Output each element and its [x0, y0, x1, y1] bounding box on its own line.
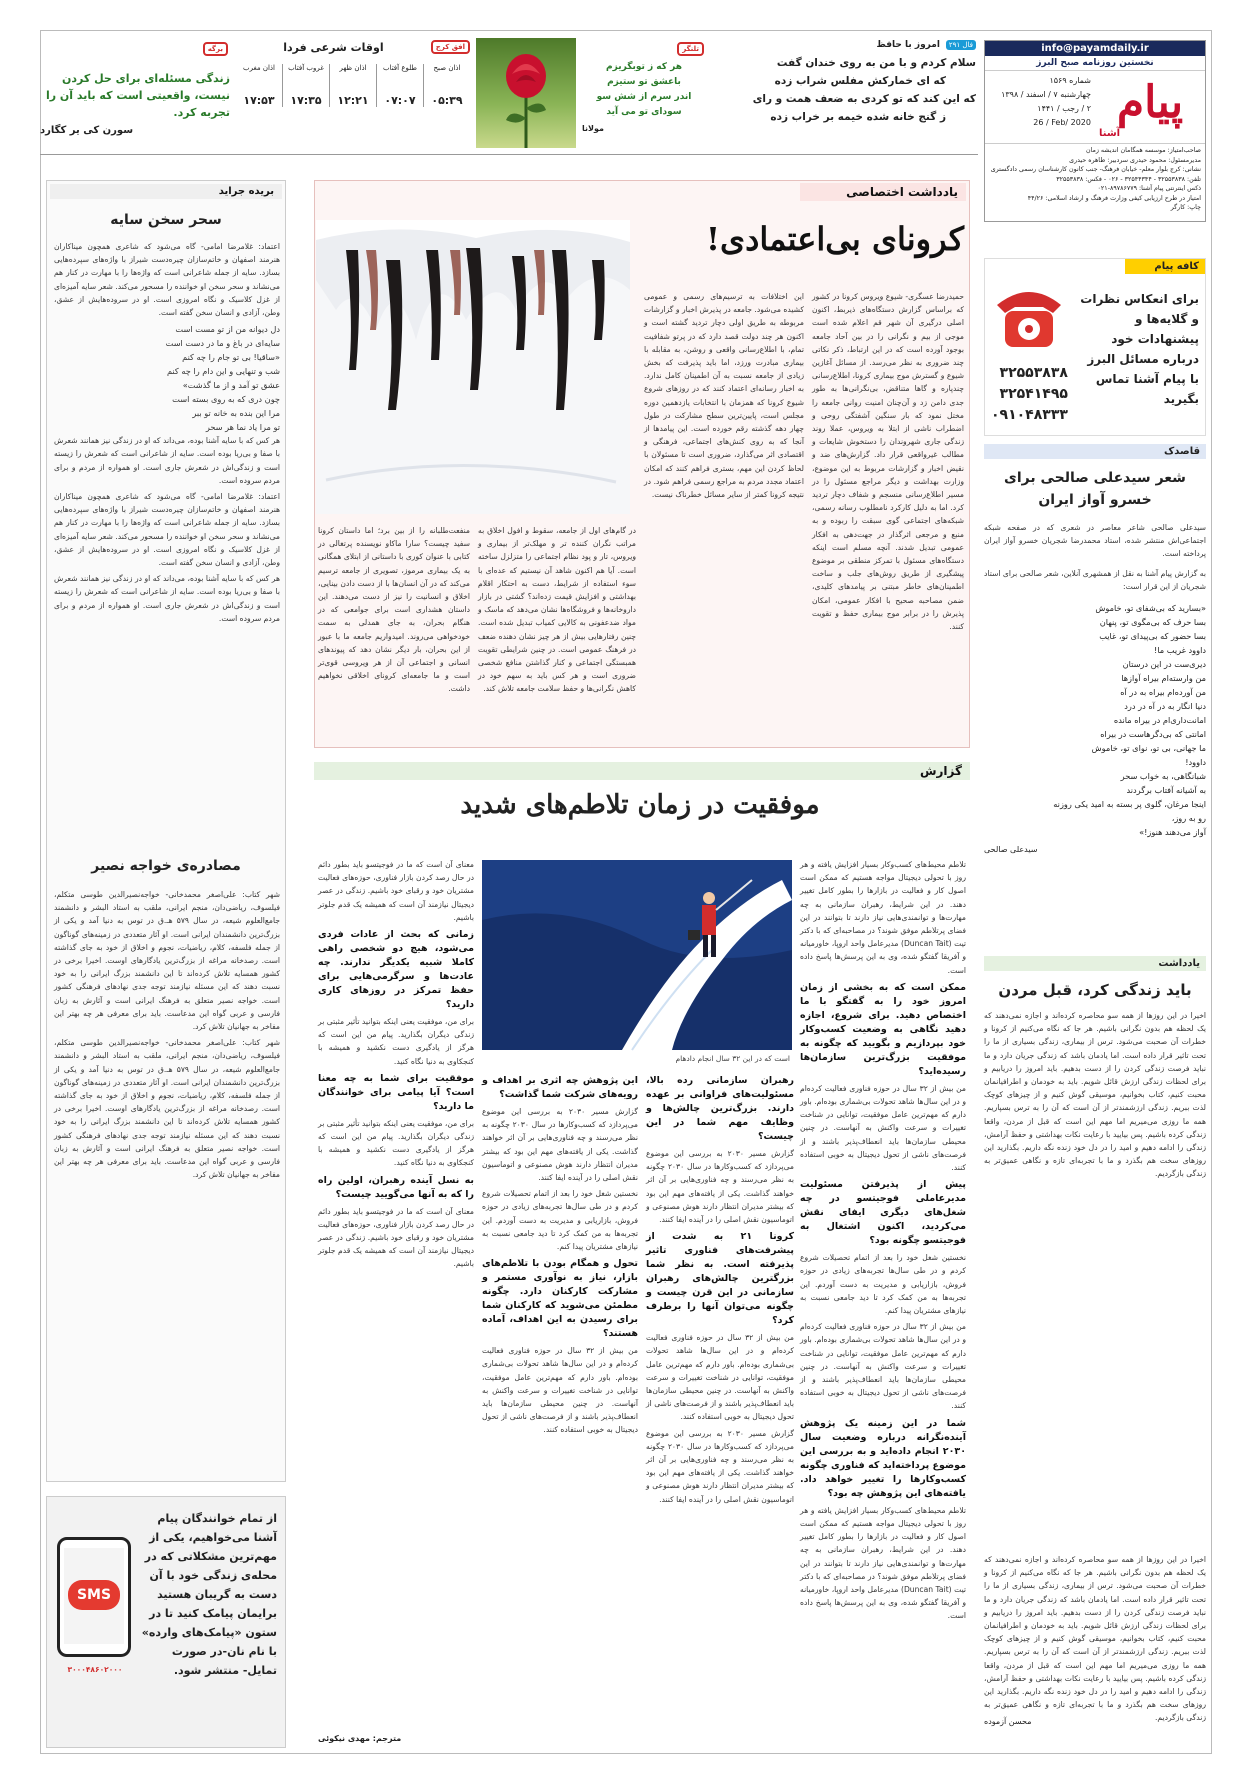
hafez-line: ز گنج خانه شده خیمه بر خراب زده	[770, 111, 946, 123]
ghasedak-title: شعر سیدعلی صالحی برای خسرو آواز ایران	[1004, 470, 1186, 508]
left-body-2: شهر کتاب: علی‌اصغر محمدخانی- خواجه‌نصیرالدین طوسی متکلم، فیلسوف، ریاضی‌دان، منجم ایرانی، ملقب به استاد البشر و دانشمند جامع‌العلوم شیعه، در سال ۵۷۹ هـ.ق در توس به دنیا آمد و یکی از بزرگ‌ترین دانشمندان ایرانی است. او آثار متعددی در زمینه‌های گوناگون از جمله فلسفه، کلام، ریاضیات، نجوم و اخلاق از خود به جای گذاشته است. رصدخانه مراغه از بزرگ‌ترین یادگارهای اوست. اخیرا برخی در کشور همسایه تلاش کرده‌اند تا این دانشمند بزرگ ایرانی را به خود نسبت دهند که این مسئله نیازمند توجه جدی نهادهای فرهنگی کشور است. خواجه نصیر متعلق به فرهنگ ایرانی است و آثارش به زبان فارسی و عربی گواه این مدعاست. باید برای معرفی هر چه بهتر این مفاخر به جهانیان تلاش کرد. شهر کتاب: علی‌اصغر محمدخانی- خواجه‌نصیرالدین طوسی متکلم، فیلسوف، ریاضی‌دان، منجم ایرانی، ملقب به استاد البشر و دانشمند جامع‌العلوم شیعه، در سال ۵۷۹ هـ.ق در توس به دنیا آمد و یکی از بزرگ‌ترین دانشمندان ایرانی است. او آثار متعددی در زمینه‌های گوناگون از جمله فلسفه، کلام، ریاضیات، نجوم و اخلاق از خود به جای گذاشته است. رصدخانه مراغه از بزرگ‌ترین یادگارهای اوست. اخیرا برخی در کشور همسایه تلاش کرده‌اند تا این دانشمند بزرگ ایرانی را به خود نسبت دهند که این مسئله نیازمند توجه جدی نهادهای فرهنگی کشور است. خواجه نصیر متعلق به فرهنگ ایرانی است و آثارش به زبان فارسی و عربی گواه این مدعاست. باید برای معرفی هر چه بهتر این مفاخر به جهانیان تلاش کرد.	[54, 890, 280, 1180]
sms-badge: SMS	[68, 1580, 120, 1610]
report-section-label: گزارش	[314, 762, 970, 780]
sms-ad-text: از تمام خوانندگان پیام آشنا می‌خواهیم، یکی از مهم‌ترین مشکلاتی که در محله‌ی زندگی خود با آن دست به گریبان هستید برایمان پیامک کنید تا در ستون «پیامک‌های وارده» با نام نان-در صورت تمایل- منتشر شود.	[141, 1512, 277, 1677]
issue-number: شماره ۱۵۶۹	[1049, 76, 1091, 85]
main-image	[316, 220, 630, 514]
oghat-title: اوقات شرعی فردا	[283, 40, 384, 54]
molana-box: تلنگر هر که ز توبگریزم باعشق تو ستیزم اندر سرم از شش سو سودای تو می آید مولانا	[582, 40, 706, 150]
cafe-box	[984, 258, 1206, 436]
oghat-value: ۰۵:۳۹	[431, 94, 463, 107]
ghasedak-box: قاصدک شعر سیدعلی صالحی برای خسرو آواز ایران سیدعلی صالحی شاعر معاصر در شعری که در صفحه شبکه اجتماعی‌اش منتشر شده، استاد محمدرضا شجریان خسرو آواز ایران پرداخته است. به گزارش پیام آشنا به نقل از همشهری آنلاین، شعر صالحی برای استاد شجریان از این قرار است: «بسارید که بی‌شفای تو، خاموش بسا حرف که بی‌مگوی تو، پنهان بسا حضور که بی‌پیدای تو، غایب داوود غریب ما! دیری‌ست در این درستان من وارسته‌ام بیراه آوازها من آورده‌ام بیراه به در آه دنیا انگار به در آه در درد امانت‌داری‌ام در بیراه مانده امانتی که بی‌دگرهاست در بیراه ما جهانی، بی تو، نوای تو، خاموش داوود! شبانگاهی، به خواب سحر به آشیانه آفتاب برگردند اینجا مرغان، گلوی پر بسته به امید یکی روزنه رو به روز، آواز می‌دهند هنوز!» سیدعلی صالحی	[984, 446, 1206, 855]
report-col-2: رهبران سازمانی رده بالا، مسئولیت‌های فراوانی بر عهده دارند. بزرگ‌ترین چالش‌ها و وظایف مهم شما در این چیست؟ گزارش مسیر ۲۰۳۰ به بررسی این موضوع می‌پردازد که کسب‌وکارها در سال ۲۰۳۰ چگونه به نظر می‌رسند و چه فناوری‌هایی بر آن اثر خواهند گذاشت. یکی از یافته‌های مهم این بود که بیشتر مدیران انتظار دارند هوش مصنوعی و اتوماسیون نقش اصلی را در آینده ایفا کنند. کرونا ۲۱ به شدت از پیشرفت‌های فناوری تاثیر پذیرفته است. به نظر شما بزرگترین چالش‌های رهبران سازمانی در این قرن چیست و چگونه می‌توان آنها را برطرف کرد؟ من بیش از ۳۲ سال در حوزه فناوری فعالیت کرده‌ام و در این سال‌ها شاهد تحولات بی‌شماری بوده‌ام. باور دارم که مهم‌ترین عامل موفقیت، توانایی در شناخت تغییرات و سرعت واکنش به آنهاست. در چنین محیطی سازمان‌ها باید انعطاف‌پذیر باشند و از فرصت‌های ناشی از تحول دیجیتال به خوبی استفاده کنند. گزارش مسیر ۲۰۳۰ به بررسی این موضوع می‌پردازد که کسب‌وکارها در سال ۲۰۳۰ چگونه به نظر می‌رسند و چه فناوری‌هایی بر آن اثر خواهند گذاشت. یکی از یافته‌های مهم این بود که بیشتر مدیران انتظار دارند هوش مصنوعی و اتوماسیون نقش اصلی را در آینده ایفا کنند.	[646, 1075, 794, 1504]
sms-number[interactable]: ۳۰۰۰۴۸۶۰۲۰۰۰	[67, 1665, 123, 1674]
main-title: کرونای بی‌اعتمادی!	[706, 220, 964, 258]
ghasedak-poem: «بسارید که بی‌شفای تو، خاموش بسا حرف که بی‌مگوی تو، پنهان بسا حضور که بی‌پیدای تو، غایب داوود غریب ما! دیری‌ست در این درستان من وارسته‌ام بیراه آوازها من آورده‌ام بیراه به در آه دنیا انگار به در آه در درد امانت‌داری‌ام در بیراه مانده امانتی که بی‌دگرهاست در بیراه ما جهانی، بی تو، نوای تو، خاموش داوود! شبانگاهی، به خواب سحر به آشیانه آفتاب برگردند اینجا مرغان، گلوی پر بسته به امید یکی روزنه رو به روز، آواز می‌دهند هنوز!»	[1053, 603, 1206, 838]
oghat-value: ۱۷:۵۳	[243, 94, 275, 107]
quote-author: سورن کی یر کگارد	[40, 125, 134, 136]
hafez-box	[714, 40, 976, 150]
masthead	[984, 40, 1206, 222]
hafez-badge: فال ۲۹۱	[946, 40, 976, 50]
left-section-label: بریده جراید	[50, 184, 282, 199]
logo-main: پیام	[1116, 77, 1184, 128]
header-rule	[40, 154, 978, 155]
tagline: نخستین روزنامه صبح البرز	[985, 56, 1205, 71]
left-body-1: اعتماد: غلامرضا امامی- گاه می‌شود که شاعری همچون میناکاران هنرمند اصفهان و خاتم‌سازان چیره‌دست شیراز با واژه‌های سپرده‌هایی بسازد. سایه از جمله شاعرانی است که واژه‌ها را با مهارت در کنار هم می‌نشاند و سحر سخن او خواننده را مسحور می‌کند. شعر سایه آمیزه‌ای از غزل کلاسیک و نگاه امروزی است. او در سروده‌هایش از عشق، وطن، آزادی و انسان سخن گفته است. دل دیوانه من از تو مست است سایه‌ای در باغ و ما در دست است «ساقیا! بی تو جام را چه کنم شب و تنهایی و این دام را چه کنم عشق تو آمد و از ما گذشت» چون دری که به روی بسته است مرا این بنده به خانه تو ببر تو مرا یاد نما هر سحر هر کس که با سایه آشنا بوده، می‌داند که او در زندگی نیز همانند شعرش با صفا و بی‌ریا بوده است. سایه از شاعرانی است که شعرش را زیسته است و زندگی‌اش در شعرش جاری است. او همواره از مردم و برای مردم سروده است. اعتماد: غلامرضا امامی- گاه می‌شود که شاعری همچون میناکاران هنرمند اصفهان و خاتم‌سازان چیره‌دست شیراز با واژه‌های سپرده‌هایی بسازد. سایه از جمله شاعرانی است که واژه‌ها را با مهارت در کنار هم می‌نشاند و سحر سخن او خواننده را مسحور می‌کند. شعر سایه آمیزه‌ای از غزل کلاسیک و نگاه امروزی است. او در سروده‌هایش از عشق، وطن، آزادی و انسان سخن گفته است. هر کس که با سایه آشنا بوده، می‌داند که او در زندگی نیز همانند شعرش با صفا و بی‌ریا بوده است. سایه از شاعرانی است که شعرش را زیسته است و زندگی‌اش در شعرش جاری است. او همواره از مردم و برای مردم سروده است.	[54, 242, 280, 623]
ghasedak-label: قاصدک	[984, 444, 1206, 459]
oghat-box: افق کرج اوقات شرعی فردا اذان صبح ۰۵:۳۹ طلوع آفتاب ۰۷:۰۷ اذان ظهر ۱۲:۲۱ غروب آفتاب ۱۷:۳۵ اذان مغرب ۱۷:۵۳	[236, 40, 470, 150]
main-col-1: حمیدرضا عسگری- شیوع ویروس کرونا در کشور که براساس گزارش دستگاه‌های ذیربط، اکنون اصلی درگیری آن شهر قم اعلام شده است موجی از بیم و نگرانی را در بین آحاد جامعه بوجود آورده است که در این ارتباط، ذکر نکاتی چند ضروری به نظر می‌رسد. از مسائل آغازین شیوع و گسترش موج بیماری کرونا، اطلاع‌رسانی چندپاره و گاها متناقض، بی‌نگرانی‌ها به طور جدی دامن زد و آن‌چنان امنیت روانی جامعه را مختل نمود که بار سنگین آشفتگی روحی و اضطراب ناشی از ابتلا به ویروس، عملا روند زندگی جاری شهروندان را دستخوش شایعات و مطالب غیرواقعی قرار داد. گزارش‌های ضد و نقیض اخبار و گزارشات مربوط به این موضوع، وزارت بهداشت و دیگر مراجع مسئول را در مسیر اطلاع‌رسانی منسجم و شفاف دچار تردید کرد. اما به دلیل کارکرد نامطلوب رسانه رسمی، شبکه‌های اجتماعی گوی سبقت را ربوده و به منبع و مرجعی اثرگذار در جهت‌دهی به افکار عمومی تبدیل شدند. آنچه مسلم است اینکه دستگاه‌های مسئول با تمرکز منطقی بر موضوع پیشگیری از طریق روش‌های جلب و ساخت اطمینان‌های خاطر مبتنی بر پیامدهای کلیدی، ضمن مصاحبه صحیح با افکار عمومی، امکان پذیرش را در برابر موج بیماری حفظ و تقویت کنند.	[812, 292, 964, 632]
phone-icon	[57, 1537, 131, 1657]
oghat-value: ۰۷:۰۷	[384, 94, 416, 107]
hafez-line: سلام کردم و با من به روی خندان گفت	[776, 57, 976, 69]
oghat-value: ۱۷:۳۵	[290, 94, 322, 107]
left-title-1: سحر سخن سایه	[110, 212, 222, 228]
main-col-4: منفعت‌طلبانه را از بین برد؛ اما داستان کرونا سفید چیست؟ سارا ماکاو نویسنده پرتغالی در کتابی با عنوان کوری با داستانی از ابتلای همگانی به یک بیماری مرموز، تصویری از جامعه ترسیم می‌کند که در آن انسان‌ها با از دست دادن بینایی، اخلاق و انسانیت را نیز از دست می‌دهند. این داستان هشداری است برای جوامعی که در هنگام بحران، به جای همدلی به سمت خودخواهی می‌روند. امیدواریم جامعه ما با عبور از این بحران، بار دیگر نشان دهد که پیوندهای انسانی و اجتماعی آن از هر ویروسی قوی‌تر است و ما جامعه‌ای کرونای اخلاقی نخواهیم داشت.	[318, 526, 470, 694]
phone-icon	[991, 283, 1067, 353]
email[interactable]: info@payamdaily.ir	[985, 41, 1205, 56]
main-col-3: در گام‌های اول از جامعه، سقوط و افول اخلاق به مراتب نگران کننده تر و مهلک‌تر از بیماری و ویروس، تار و پود نظام اجتماعی را متزلزل ساخته است. آیا هم اکنون شاهد آن نیستیم که عده‌ای با سوء استفاده از شرایط، دست به احتکار اقلام بهداشتی و افزایش قیمت زده‌اند؟ گشتی در بازار داروخانه‌ها و فروشگاه‌ها نشان می‌دهد که ماسک و مواد ضدعفونی به کالایی کمیاب تبدیل شده است. چنین رفتارهایی بیش از هر چیز نشان دهنده ضعف در فرهنگ عمومی است. در چنین شرایطی تقویت همبستگی اجتماعی و کنار گذاشتن منافع شخصی ضروری است و هر کس باید به سهم خود در کاهش نگرانی‌ها و حفظ سلامت جامعه تلاش کند.	[478, 526, 636, 694]
sms-ad	[46, 1496, 286, 1748]
cafe-text: برای انعکاس نظرات و گلایه‌ها و پیشنهادات خود درباره مسائل البرز با پیام آشنا تماس بگیرید	[1080, 292, 1199, 406]
cafe-phone[interactable]: ۳۲۵۴۱۴۹۵	[999, 386, 1068, 402]
main-col-2: این اختلافات به ترسیم‌های رسمی و عمومی کشیده می‌شود. جامعه در پذیرش اخبار و گزارشات مربوطه به طریق اولی دچار تردید گشته است و اکنون هر چند دولت قصد دارد که در پرتو شفافیت تمام، با اطلاع‌رسانی واقعی و روشن، به مقابله با بیماری مبادرت ورزد، اما باید پذیرفت که بخش زیادی از جامعه نسبت به آن اطمینان کامل ندارد. به اخبار رسانه‌ای اعتماد کنند که در روزهای شروع شیوع کرونا که همزمان با انتخابات یازدهمین دوره مجلس است، پایین‌ترین سطح مشارکت در طول چهار دهه گذشته رقم خورده است. این پیامدها از آنجا که به روی کنش‌های اجتماعی، فرهنگی و اقتصادی اثر می‌گذارد، ضروری است تا مسئولان با لحاظ کردن این مهم، بستری فراهم کنند که امکان اعتماد مجدد مردم به مراجع رسمی فراهم شود. در نتیجه کرونا کمتر از سایر مسائل خطرناک نیست.	[644, 292, 804, 500]
hafez-line: که ای خمارکش مفلس شراب زده	[774, 75, 946, 87]
rose-image	[476, 38, 576, 148]
hafez-heading: امروز با حافظ	[876, 40, 940, 50]
yaddasht-box: یادداشت باید زندگی کرد، قبل مردن اخیرا در این روزها از همه سو محاصره کرده‌اند و اجازه نمی‌دهند که یک لحظه هم بدون نگرانی باشیم. هر جا که نگاه می‌کنیم از کرونا و خطرات آن صحبت می‌شود. ترس از بیماری، زندگی بسیاری از ما را تحت تاثیر قرار داده است. اما یادمان باشد که زندگی جریان دارد و ما نباید فرصت زندگی کردن را از دست بدهیم. باید امروز را دریابیم و برای لحظات زندگی ارزش قائل شویم. باید به خودمان و اطرافیانمان محبت کنیم، کتاب بخوانیم، موسیقی گوش کنیم و از چیزهای کوچک لذت ببریم. زندگی ارزشمندتر از آن است که آن را به ترس بسپاریم. همه ما روزی می‌میریم اما مهم این است که قبل از مردن، واقعا زندگی کرده باشیم. پس بیایید با رعایت نکات بهداشتی و حفظ آرامش، زندگی را ادامه دهیم و امید را در دل خود زنده نگه داریم. بگذارید این روزهای سخت هم بگذرد و ما با تجربه‌ای تازه و نگاهی عمیق‌تر به زندگی بازگردیم. اخیرا در این روزها از همه سو محاصره کرده‌اند و اجازه نمی‌دهند که یک لحظه هم بدون نگرانی باشیم. هر جا که نگاه می‌کنیم از کرونا و خطرات آن صحبت می‌شود. ترس از بیماری، زندگی بسیاری از ما را تحت تاثیر قرار داده است. اما یادمان باشد که زندگی جریان دارد و ما نباید فرصت زندگی کردن را از دست بدهیم. باید امروز را دریابیم و برای لحظات زندگی ارزش قائل شویم. باید به خودمان و اطرافیانمان محبت کنیم، کتاب بخوانیم، موسیقی گوش کنیم و از چیزهای کوچک لذت ببریم. زندگی ارزشمندتر از آن است که آن را به ترس بسپاریم. همه ما روزی می‌میریم اما مهم این است که قبل از مردن، واقعا زندگی کرده باشیم. پس بیایید با رعایت نکات بهداشتی و حفظ آرامش، زندگی را ادامه دهیم و امید را در دل خود زنده نگه داریم. بگذارید این روزهای سخت هم بگذرد و ما با تجربه‌ای تازه و نگاهی عمیق‌تر به زندگی بازگردیم. محسن آزموده	[984, 958, 1206, 1726]
date-fa: چهارشنبه ۷ / اسفند / ۱۳۹۸	[1001, 90, 1091, 99]
date-hijri: ۲ / رجب / ۱۴۴۱	[1037, 104, 1091, 113]
molana-author: مولانا	[582, 124, 604, 133]
report-image	[482, 860, 792, 1050]
yaddasht-title: باید زندگی کرد، قبل مردن	[998, 981, 1192, 999]
cafe-phone[interactable]: ۳۲۵۵۳۸۳۸	[999, 365, 1068, 381]
logo	[1095, 71, 1205, 143]
report-col-1: تلاطم محیط‌های کسب‌وکار بسیار افزایش یافته و هر روز با تحولی دیجیتال مواجه هستیم که ممکن است اصول کار و فعالیت در بازارها را بطور کامل تغییر دهند. در این شرایط، رهبران سازمانی به چه مهارت‌ها و توانمندی‌هایی نیاز دارند تا بتوانند در این فضای پرتلاطم موفق شوند؟ در مصاحبه‌ای که با دکتر تیت (Duncan Tait) مدیرعامل واحد اروپا، خاورمیانه و آفریقا گفتگو شده، وی به این پرسش‌ها پاسخ داده است. ممکن است که به بخشی از زمان امروز خود را به گفتگو با ما اختصاص دهید. برای شروع، اجازه دهید نگاهی به وضعیت کسب‌وکار خود بپردازیم و بگویید که چگونه به موفقیت بزرگ‌ترین سازمان‌ها رسیده‌اید؟ من بیش از ۳۲ سال در حوزه فناوری فعالیت کرده‌ام و در این سال‌ها شاهد تحولات بی‌شماری بوده‌ام. باور دارم که مهم‌ترین عامل موفقیت، توانایی در شناخت تغییرات و سرعت واکنش به آنهاست. در چنین محیطی سازمان‌ها باید انعطاف‌پذیر باشند و از فرصت‌های ناشی از تحول دیجیتال به خوبی استفاده کنند. پیش از پذیرفتن مسئولیت مدیرعاملی فوجیتسو در چه شغل‌های دیگری ایفای نقش می‌کردید، اکنون اشتغال به فوجیتسو چگونه بود؟ نخستین شغل خود را بعد از اتمام تحصیلات شروع کردم و در طی سال‌ها تجربه‌های زیادی در حوزه فروش، بازاریابی و مدیریت به دست آوردم. این تجربه‌ها به من کمک کرد تا دید جامعی نسبت به نیازهای مشتریان پیدا کنم. من بیش از ۳۲ سال در حوزه فناوری فعالیت کرده‌ام و در این سال‌ها شاهد تحولات بی‌شماری بوده‌ام. باور دارم که مهم‌ترین عامل موفقیت، توانایی در شناخت تغییرات و سرعت واکنش به آنهاست. در چنین محیطی سازمان‌ها باید انعطاف‌پذیر باشند و از فرصت‌های ناشی از تحول دیجیتال به خوبی استفاده کنند. شما در این زمینه یک پژوهش آینده‌نگرانه درباره وضعیت سال ۲۰۳۰ انجام داده‌اید و به بررسی این موضوع پرداخته‌اید که فناوری چگونه کسب‌وکارها را تغییر خواهد داد. یافته‌های این پژوهش چه بود؟ تلاطم محیط‌های کسب‌وکار بسیار افزایش یافته و هر روز با تحولی دیجیتال مواجه هستیم که ممکن است اصول کار و فعالیت در بازارها را بطور کامل تغییر دهند. در این شرایط، رهبران سازمانی به چه مهارت‌ها و توانمندی‌هایی نیاز دارند تا بتوانند در این فضای پرتلاطم موفق شوند؟ در مصاحبه‌ای که با دکتر تیت (Duncan Tait) مدیرعامل واحد اروپا، خاورمیانه و آفریقا گفتگو شده، وی به این پرسش‌ها پاسخ داده است.	[800, 860, 967, 1621]
logo-sub: آشنا	[1099, 128, 1121, 139]
report-col-4: معنای آن است که ما در فوجیتسو باید بطور دائم در حال رصد کردن بازار فناوری، حوزه‌های فعالیت مشتریان خود و رقبای خود باشیم. زندگی در عصر دیجیتال نیازمند آن است که همیشه یک قدم جلوتر باشیم. زمانی که بحث از عادات فردی می‌شود، هیچ دو شخصی راهی کاملا شبیه یکدیگر ندارند. چه عادت‌ها و سرگرمی‌هایی برای حفظ تمرکز در روزهای کاری دارید؟ برای من، موفقیت یعنی اینکه بتوانید تأثیر مثبتی بر زندگی دیگران بگذارید. پیام من این است که هرگز از یادگیری دست نکشید و همیشه با کنجکاوی به دنیا نگاه کنید. موفقیت برای شما به چه معنا است؟ آیا پیامی برای خوانندگان ما دارید؟ برای من، موفقیت یعنی اینکه بتوانید تأثیر مثبتی بر زندگی دیگران بگذارید. پیام من این است که هرگز از یادگیری دست نکشید و همیشه با کنجکاوی به دنیا نگاه کنید. به نسل آینده رهبران، اولین راه را که به آنها می‌گویید چیست؟ معنای آن است که ما در فوجیتسو باید بطور دائم در حال رصد کردن بازار فناوری، حوزه‌های فعالیت مشتریان خود و رقبای خود باشیم. زندگی در عصر دیجیتال نیازمند آن است که همیشه یک قدم جلوتر باشیم.	[318, 860, 474, 1269]
report-byline: مترجم: مهدی نیکوئی	[318, 1734, 402, 1743]
quote-badge: برگه	[203, 42, 228, 56]
cafe-label: کافه پیام	[1125, 259, 1205, 274]
oghat-badge: افق کرج	[431, 40, 470, 54]
quote-box	[40, 40, 230, 150]
yaddasht-label: یادداشت	[984, 956, 1206, 971]
ghasedak-author: سیدعلی صالحی	[984, 845, 1038, 855]
oghat-value: ۱۲:۲۱	[337, 94, 369, 107]
report-col-3: این پژوهش چه اثری بر اهداف و رویه‌های شرکت شما گذاشت؟ گزارش مسیر ۲۰۳۰ به بررسی این موضوع می‌پردازد که کسب‌وکارها در سال ۲۰۳۰ چگونه به نظر می‌رسند و چه فناوری‌هایی بر آن اثر خواهند گذاشت. یکی از یافته‌های مهم این بود که بیشتر مدیران انتظار دارند هوش مصنوعی و اتوماسیون نقش اصلی را در آینده ایفا کنند. نخستین شغل خود را بعد از اتمام تحصیلات شروع کردم و در طی سال‌ها تجربه‌های زیادی در حوزه فروش، بازاریابی و مدیریت به دست آوردم. این تجربه‌ها به من کمک کرد تا دید جامعی نسبت به نیازهای مشتریان پیدا کنم. تحول و همگام بودن با تلاطم‌های بازار، نیاز به نوآوری مستمر و مشارکت کارکنان دارد. چگونه مطمئن می‌شوید که کارکنان شما برای رسیدن به این اهداف، آماده هستند؟ من بیش از ۳۲ سال در حوزه فناوری فعالیت کرده‌ام و در این سال‌ها شاهد تحولات بی‌شماری بوده‌ام. باور دارم که مهم‌ترین عامل موفقیت، توانایی در شناخت تغییرات و سرعت واکنش به آنهاست. در چنین محیطی سازمان‌ها باید انعطاف‌پذیر باشند و از فرصت‌های ناشی از تحول دیجیتال به خوبی استفاده کنند.	[482, 1075, 638, 1435]
date-en: 26 / Feb/ 2020	[1033, 118, 1091, 127]
molana-badge: تلنگر	[677, 42, 704, 56]
quote-text: زندگی مسئله‌ای برای حل کردن نیست، واقعیتی است که باید آن را تجربه کرد.	[45, 72, 230, 119]
credits: صاحب‌امتیاز: موسسه همگامان اندیشه زمان مدیرمسئول: محمود حیدری سردبیر: طاهره حیدری نشانی: کرج بلوار معلم- خیابان فرهنگ- جنب کانون کارشناسان رسمی دادگستری تلفن: ۳۲۵۵۳۸۳۸ - ۳۲۵۴۴۳۴۴ - ۰۲۶ - فکس: ۳۲۵۵۳۸۳۸ ذکس اینترنتی پیام آشنا: ۸۹۷۸۶۷۷۹-۰۲۱ امتیاز در طرح ارزیابی کیفی وزارت فرهنگ و ارشاد اسلامی: ۴۴/۲۶ چاپ: کارگر	[985, 143, 1205, 215]
report-title: موفقیت در زمان تلاطم‌های شدید	[460, 790, 820, 820]
hafez-line: که این کند که تو کردی به ضعف همت و رای	[752, 93, 976, 105]
report-image-caption: است که در این ۳۲ سال انجام دادهام	[675, 1054, 790, 1063]
main-section-label: یادداشت اختصاصی	[800, 183, 966, 201]
cafe-phone[interactable]: ۰۹۱۰۴۸۳۳۳	[991, 407, 1068, 423]
yaddasht-author: محسن آزموده	[984, 1717, 1032, 1726]
left-title-2: مصادره‌ی خواجه نصیر	[91, 858, 241, 874]
